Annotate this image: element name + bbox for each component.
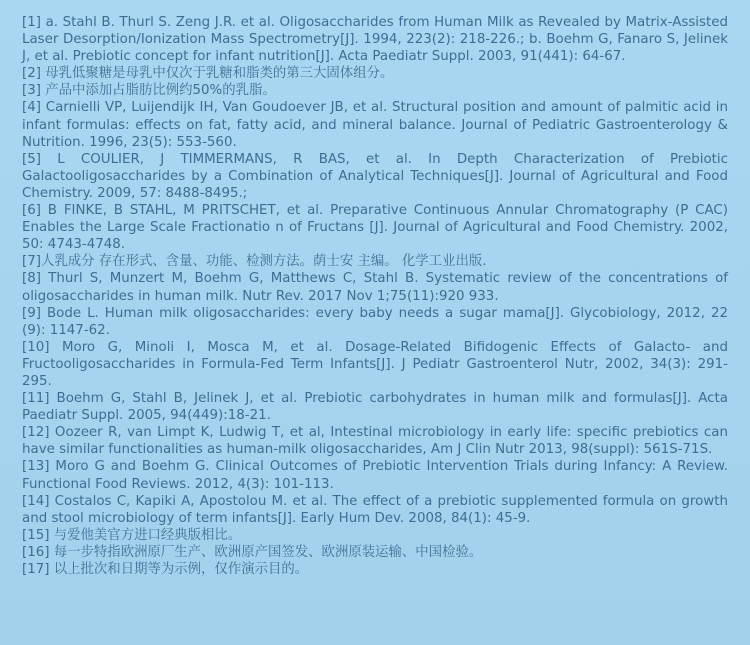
reference-15: [15] 与爱他美官方进口经典版相比。	[22, 527, 242, 543]
reference-13: [13] Moro G and Boehm G. Clinical Outcomes of Prebiotic Intervention Trials during Infancy: A Review. Functional Food Reviews. 2012, 4(3): 101-113.	[22, 459, 728, 492]
reference-7: [7]人乳成分 存在形式、含量、功能、检测方法。荫士安 主编。 化学工业出版.	[22, 254, 487, 270]
reference-16: [16] 每一步特指欧洲原厂生产、欧洲原产国签发、欧洲原装运输、中国检验。	[22, 544, 483, 560]
reference-3: [3] 产品中添加占脂肪比例约50%的乳脂。	[22, 83, 276, 99]
reference-1: [1] a. Stahl B. Thurl S. Zeng J.R. et al. Oligosaccharides from Human Milk as Revealed by Matrix-Assisted Laser Desorption/Ionization Mass Spectrometry[J]. 1994, 223(2): 218-226.; b. Boehm G, Fanaro S, Jelinek J, et al. Prebiotic concept for infant nutrition[J]. Acta Paediatr Suppl. 2003, 91(441): 64-67.	[22, 15, 728, 65]
reference-5: [5] L COULIER, J TIMMERMANS, R BAS, et al. In Depth Characterization of Prebiotic Galactooligosaccharides by a Combination of Analytical Techniques[J]. Journal of Agricultural and Food Chemistry. 2009, 57: 8488-8495.;	[22, 151, 728, 201]
reference-list	[22, 14, 728, 578]
reference-8: [8] Thurl S, Munzert M, Boehm G, Matthews C, Stahl B. Systematic review of the concentrations of oligosaccharides in human milk. Nutr Rev. 2017 Nov 1;75(11):920 933.	[22, 271, 728, 304]
reference-6: [6] B FINKE, B STAHL, M PRITSCHET, et al. Preparative Continuous Annular Chromatography (P CAC) Enables the Large Scale Fractionatio n of Fructans [J]. Journal of Agricultural and Food Chemistry. 2002, 50: 4743-4748.	[22, 203, 728, 253]
reference-12: [12] Oozeer R, van Limpt K, Ludwig T, et al, Intestinal microbiology in early life: specific prebiotics can have similar functionalities as human-milk oligosaccharides, Am J Clin Nutr 2013, 98(suppl): 561S-71S.	[22, 425, 728, 458]
reference-9: [9] Bode L. Human milk oligosaccharides: every baby needs a sugar mama[J]. Glycobiology, 2012, 22 (9): 1147-62.	[22, 305, 728, 338]
reference-10: [10] Moro G, Minoli I, Mosca M, et al. Dosage-Related Bifidogenic Effects of Galacto- and Fructooligosaccharides in Formula-Fed Term Infants[J]. J Pediatr Gastroenterol Nutr, 2002, 34(3): 291-295.	[22, 339, 728, 389]
reference-11: [11] Boehm G, Stahl B, Jelinek J, et al. Prebiotic carbohydrates in human milk and formulas[J]. Acta Paediatr Suppl. 2005, 94(449):18-21.	[22, 391, 728, 424]
reference-17: [17] 以上批次和日期等为示例，仅作演示目的。	[22, 562, 309, 577]
reference-14: [14] Costalos C, Kapiki A, Apostolou M. et al. The effect of a prebiotic supplemented formula on growth and stool microbiology of term infants[J]. Early Hum Dev. 2008, 84(1): 45-9.	[22, 493, 728, 526]
reference-2: [2] 母乳低聚糖是母乳中仅次于乳糖和脂类的第三大固体组分。	[22, 66, 394, 82]
reference-4: [4] Carnielli VP, Luijendijk IH, Van Goudoever JB, et al. Structural position and amount of palmitic acid in infant formulas: effects on fat, fatty acid, and mineral balance. Journal of Pediatric Gastroenterology & Nutrition. 1996, 23(5): 553-560.	[22, 100, 728, 150]
